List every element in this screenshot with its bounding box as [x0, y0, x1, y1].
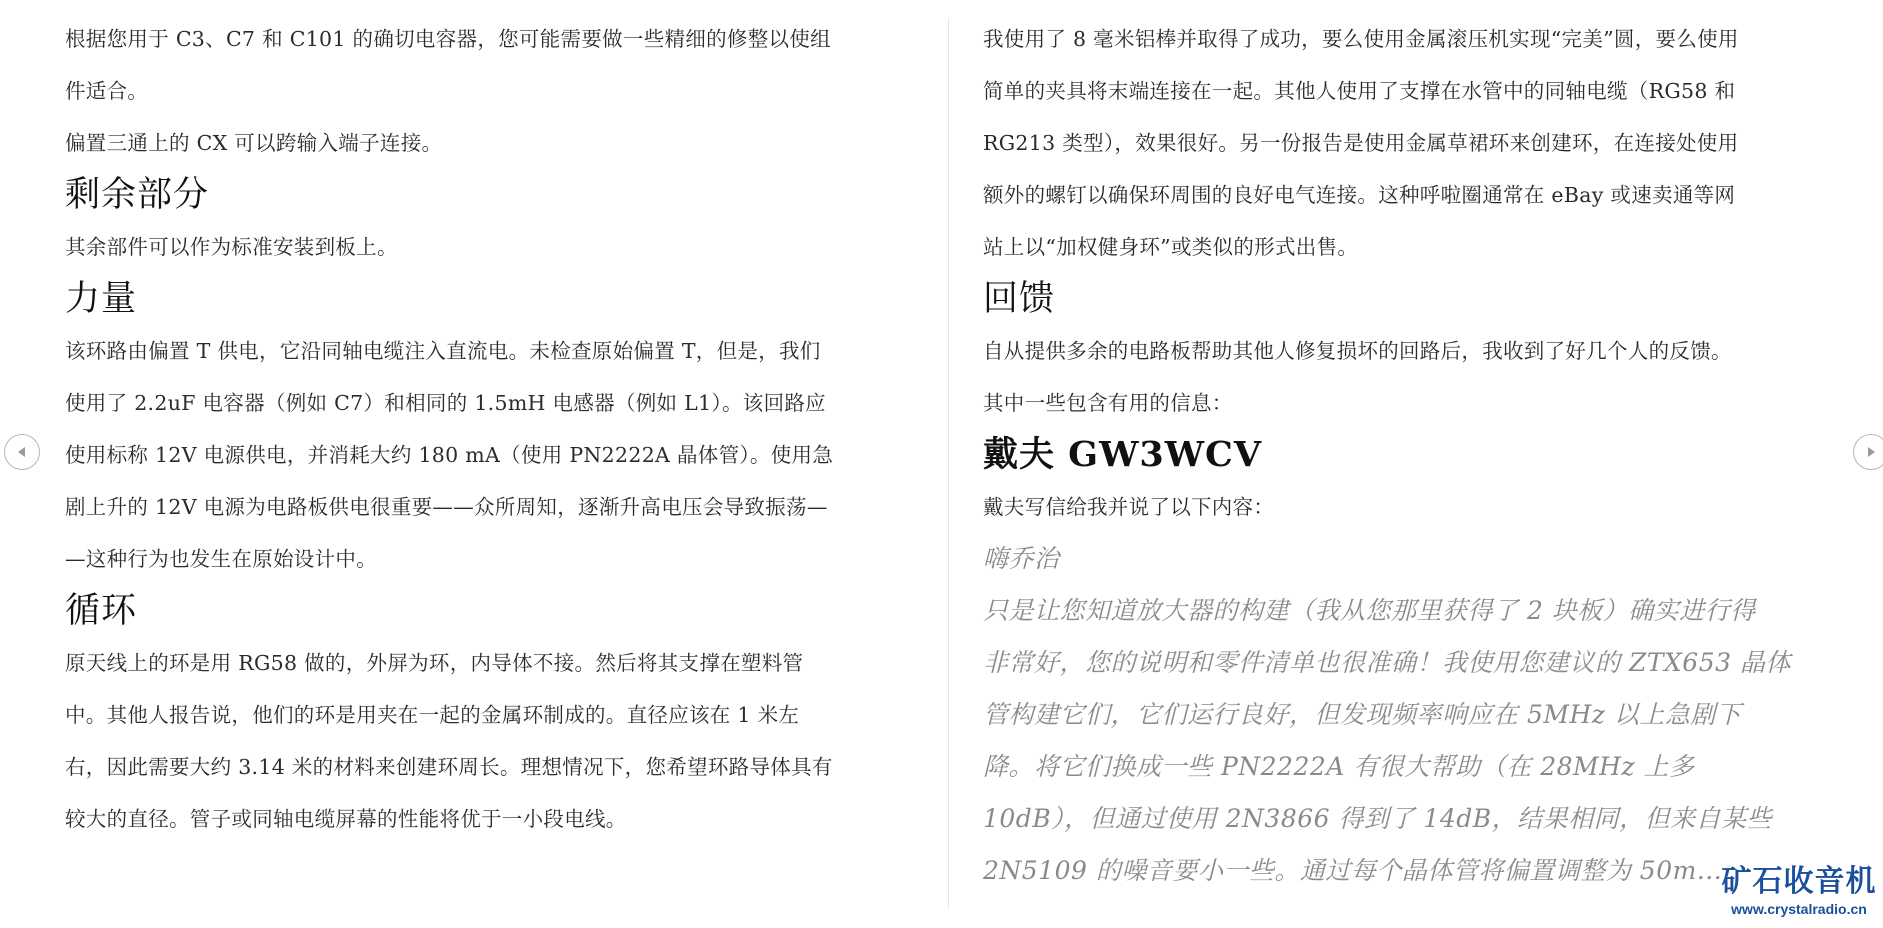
left-page [65, 0, 915, 928]
previous-page-button[interactable] [4, 434, 40, 470]
chevron-right-icon [1864, 445, 1878, 459]
paragraph: 使用了 2.2uF 电容器（例如 C7）和相同的 1.5mH 电感器（例如 L1）。该回路应 [65, 391, 826, 415]
paragraph: 简单的夹具将末端连接在一起。其他人使用了支撑在水管中的同轴电缆（RG58 和 [983, 79, 1736, 103]
quote-line: 降。将它们换成一些 PN2222A 有很大帮助（在 28MHz 上多 [983, 752, 1695, 781]
paragraph: 我使用了 8 毫米铝棒并取得了成功，要么使用金属滚压机实现“完美”圆，要么使用 [983, 27, 1739, 51]
paragraph: 中。其他人报告说，他们的环是用夹在一起的金属环制成的。直径应该在 1 米左 [65, 703, 800, 727]
paragraph: 站上以“加权健身环”或类似的形式出售。 [983, 235, 1359, 259]
section-heading-power: 力量 [65, 279, 138, 319]
page-divider [948, 18, 949, 908]
paragraph: 戴夫写信给我并说了以下内容： [983, 495, 1275, 519]
paragraph: 自从提供多余的电路板帮助其他人修复损坏的回路后，我收到了好几个人的反馈。 [983, 339, 1732, 363]
quote-line: 10dB），但通过使用 2N3866 得到了 14dB，结果相同，但来自某些 [983, 804, 1773, 833]
next-page-button[interactable] [1853, 434, 1883, 470]
paragraph: 原天线上的环是用 RG58 做的，外屏为环，内导体不接。然后将其支撑在塑料管 [65, 651, 804, 675]
paragraph: 较大的直径。管子或同轴电缆屏幕的性能将优于一小段电线。 [65, 807, 627, 831]
paragraph: 件适合。 [65, 79, 149, 103]
section-heading-remaining: 剩余部分 [65, 175, 210, 215]
paragraph: 剧上升的 12V 电源为电路板供电很重要——众所周知，逐渐升高电压会导致振荡— [65, 495, 828, 519]
paragraph: 使用标称 12V 电源供电，并消耗大约 180 mA（使用 PN2222A 晶体管）。使用急 [65, 443, 834, 467]
quote-line: 只是让您知道放大器的构建（我从您那里获得了 2 块板）确实进行得 [983, 596, 1756, 625]
paragraph: —这种行为也发生在原始设计中。 [65, 547, 377, 571]
section-heading-loop: 循环 [65, 591, 138, 631]
right-page [983, 0, 1833, 928]
paragraph: 该环路由偏置 T 供电，它沿同轴电缆注入直流电。未检查原始偏置 T，但是，我们 [65, 339, 821, 363]
quote-line: 管构建它们，它们运行良好，但发现频率响应在 5MHz 以上急剧下 [983, 700, 1742, 729]
section-heading-feedback: 回馈 [983, 279, 1056, 319]
quote-line: 嗨乔治 [983, 544, 1060, 573]
chevron-left-icon [15, 445, 29, 459]
paragraph: 右，因此需要大约 3.14 米的材料来创建环周长。理想情况下，您希望环路导体具有 [65, 755, 833, 779]
section-heading-dave: 戴夫 GW3WCV [983, 434, 1263, 475]
paragraph: 额外的螺钉以确保环周围的良好电气连接。这种呼啦圈通常在 eBay 或速卖通等网 [983, 183, 1736, 207]
watermark-title: 矿石收音机 [1721, 864, 1877, 899]
paragraph: 根据您用于 C3、C7 和 C101 的确切电容器，您可能需要做一些精细的修整以使组 [65, 27, 831, 51]
paragraph: 其余部件可以作为标准安装到板上。 [65, 235, 398, 259]
paragraph: RG213 类型），效果很好。另一份报告是使用金属草裙环来创建环，在连接处使用 [983, 131, 1739, 155]
quote-line: 2N5109 的噪音要小一些。通过每个晶体管将偏置调整为 50m... [983, 856, 1723, 885]
watermark-url: www.crystalradio.cn [1731, 901, 1867, 917]
quote-line: 非常好，您的说明和零件清单也很准确！我使用您建议的 ZTX653 晶体 [983, 648, 1791, 677]
paragraph: 其中一些包含有用的信息： [983, 391, 1233, 415]
paragraph: 偏置三通上的 CX 可以跨输入端子连接。 [65, 131, 443, 155]
watermark-logo [1714, 864, 1883, 928]
